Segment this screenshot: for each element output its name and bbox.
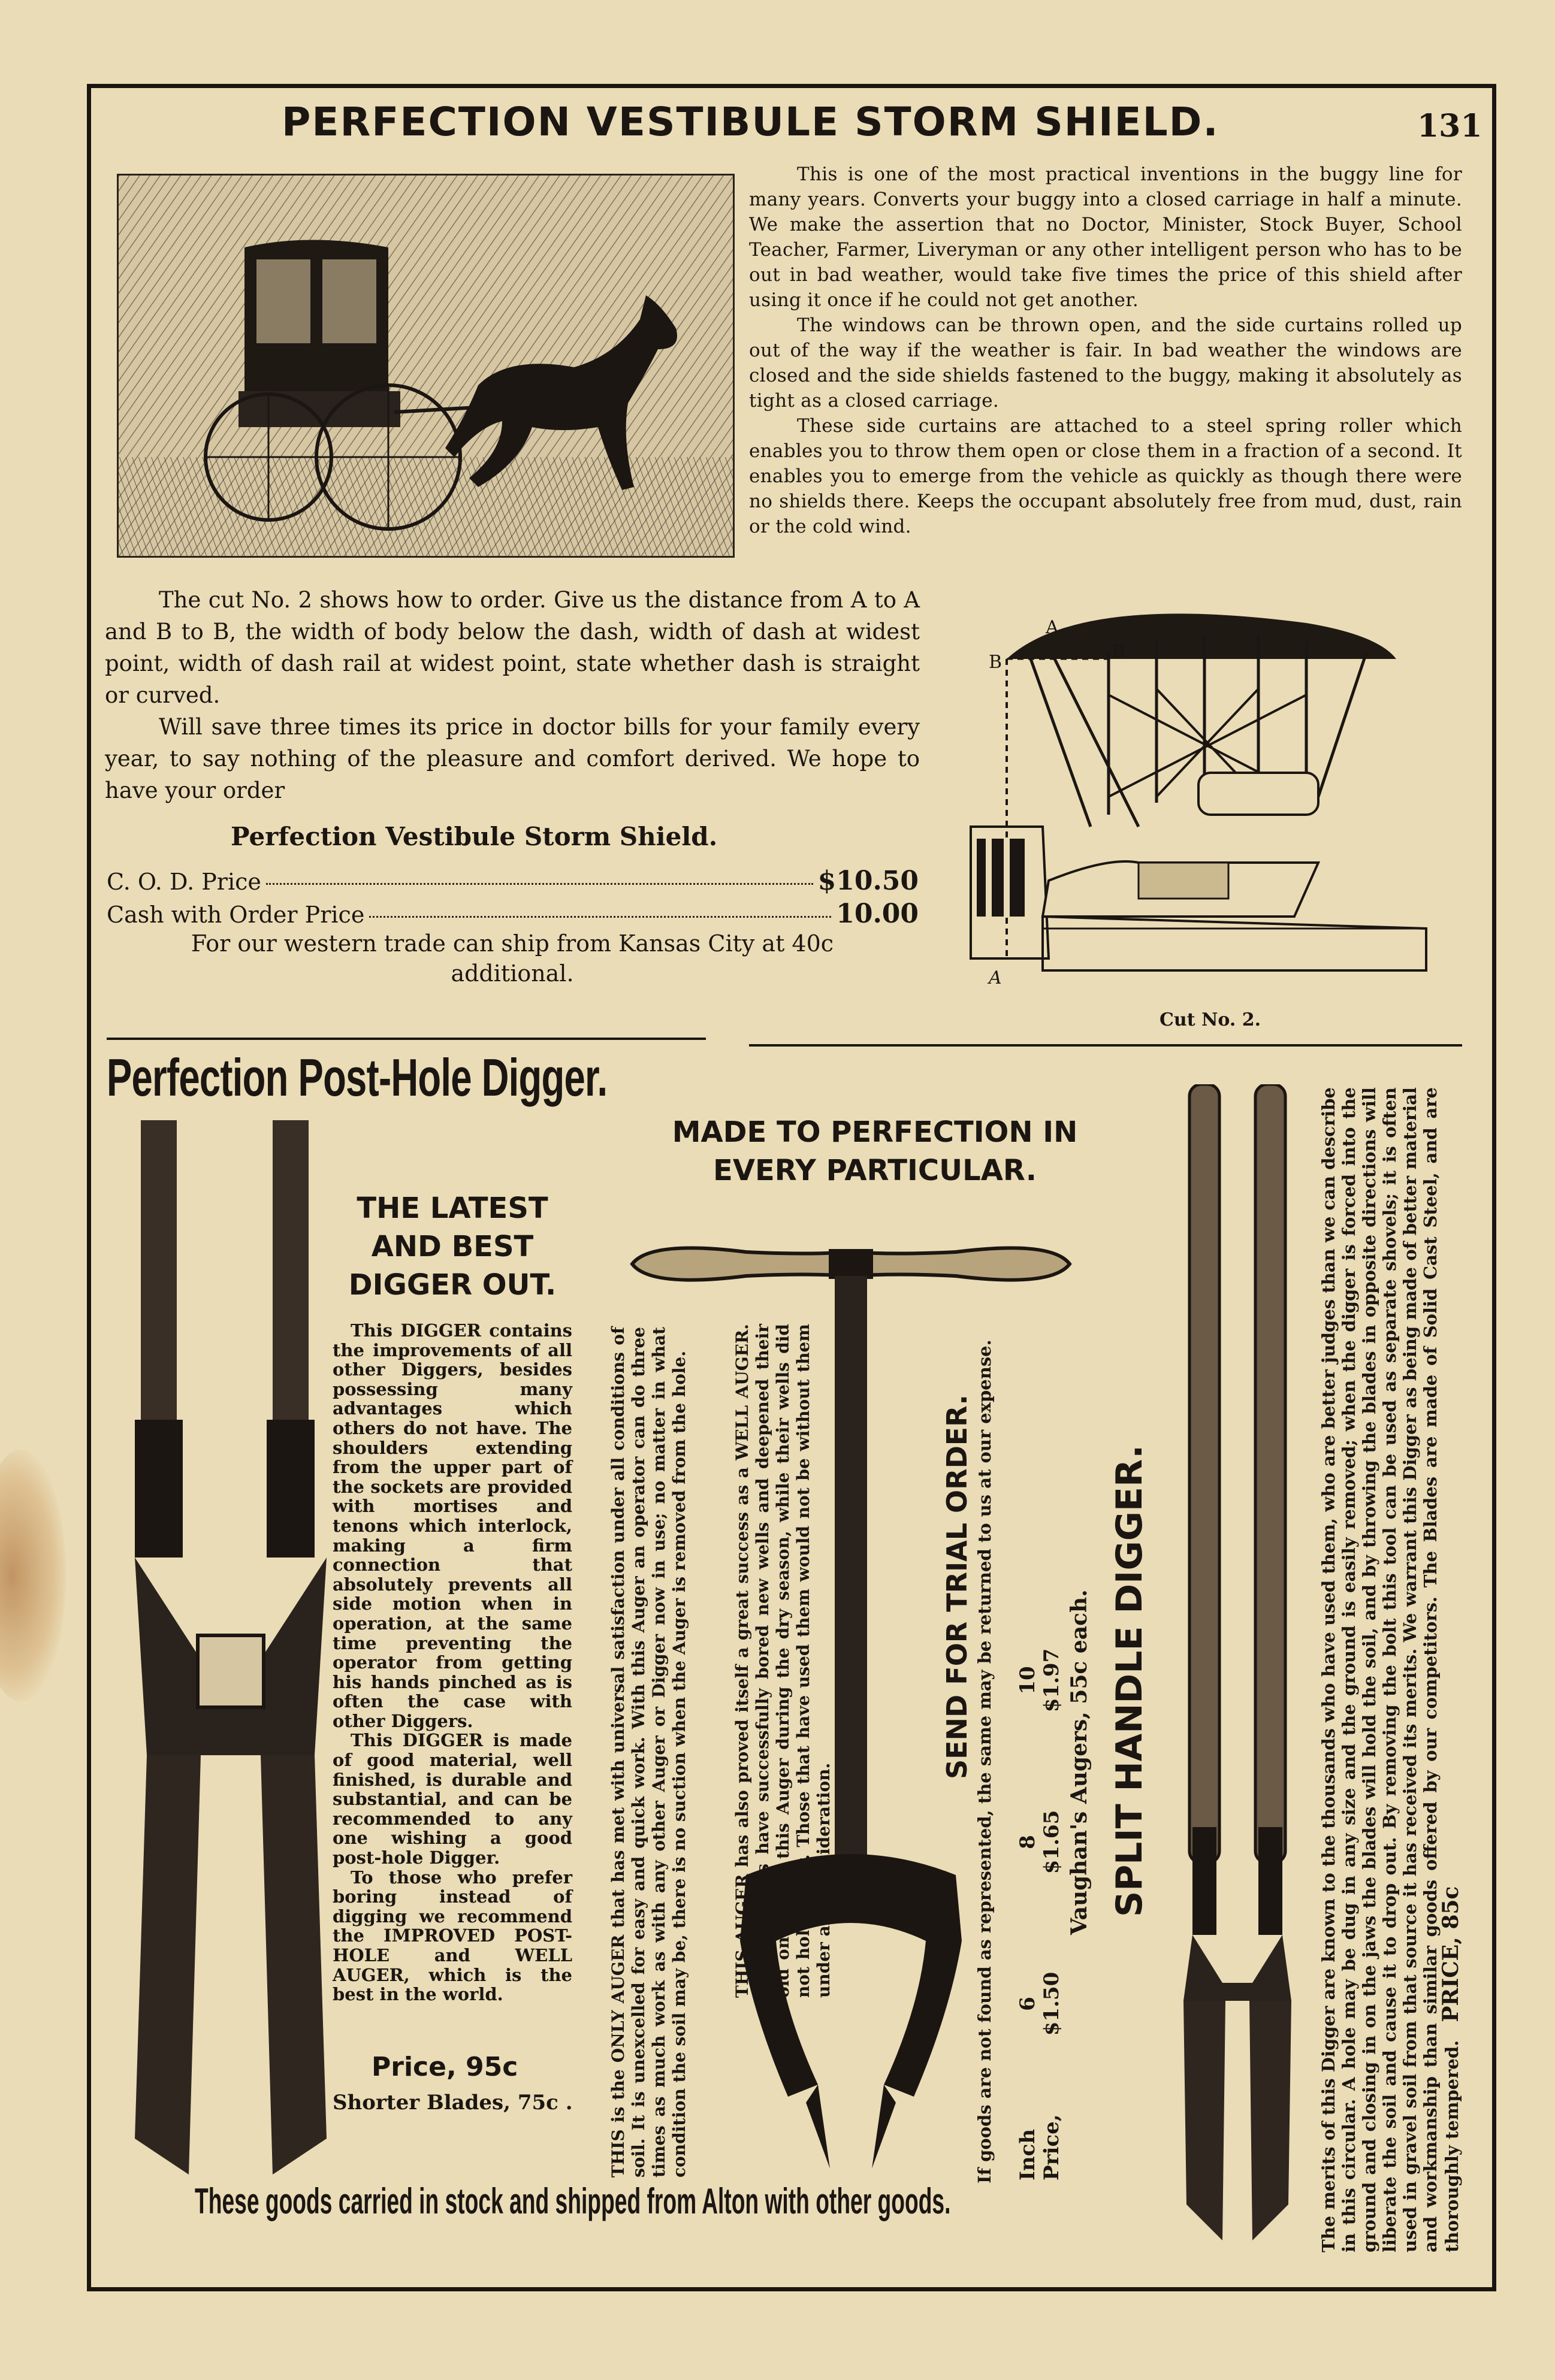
storm-shield-price-heading: Perfection Vestibule Storm Shield. [231, 822, 718, 851]
label-a-top: A [1046, 617, 1059, 638]
price-row-cash [107, 899, 919, 929]
auger-heading: MADE TO PERFECTION IN EVERY PARTICULAR. [672, 1115, 1078, 1187]
post-hole-description [333, 1321, 572, 2004]
water-stain [0, 1450, 66, 1701]
label-b-left: B [989, 652, 1003, 673]
post-hole-digger-icon [123, 1120, 339, 2175]
price-amount: $10.50 [817, 866, 919, 896]
split-handle-digger-icon [1166, 1084, 1315, 2240]
page-title: PERFECTION VESTIBULE STORM SHIELD. [282, 99, 1219, 145]
auger-guarantee: If goods are not found as represented, the same may be returned to us at our expense. [974, 1339, 995, 2184]
size-value: 6 [1016, 1997, 1040, 2011]
order-instructions [105, 584, 920, 806]
footer-note: These goods carried in stock and shipped from Alton with other goods. [195, 2181, 951, 2221]
shipping-note: For our western trade can ship from Kansas City at 40c additional. [191, 930, 834, 987]
post-hole-heading: Perfection Post-Hole Digger. [107, 1048, 608, 1107]
size-value: 10 [1016, 1666, 1040, 1695]
auger-size-table [1016, 1444, 1064, 2181]
buggy-illustration [117, 174, 735, 558]
split-handle-heading: SPLIT HANDLE DIGGER. [1109, 1444, 1151, 1917]
shield-diagram-icon [959, 599, 1432, 1006]
price-row-label: Price, [1040, 2114, 1064, 2181]
price-amount: 10.00 [836, 899, 919, 929]
size-price: $1.97 [1040, 1648, 1064, 1713]
cut-no-2-diagram [959, 599, 1432, 1006]
order-paragraph: The cut No. 2 shows how to order. Give us the distance from A to A and B to B, the width of body below the dash, width of dash at widest point, width of dash rail at widest point, state whether dash is straight or curved. [105, 587, 920, 708]
post-hole-price: Price, 95c [372, 2052, 518, 2082]
section-divider [107, 1038, 706, 1040]
send-trial-order: SEND FOR TRIAL ORDER. [941, 1395, 973, 1779]
split-handle-description: The merits of this Digger are known to the thousands who have used them, who are better judges than we can describe in this circular. A hole may be dug in any size and the ground is easily removed; when the digger is forced into the ground and closing in on the jaws the blades will hold the soil, and by throwing the blades in opposite directions will liberate the soil and cause it to drop out. By removing the bolt this tool can be used as separate shovels; it is often used in gravel soil from that source it has received its merits. We warrant this Digger as being made of better material and workmanship than similar goods offered by our competitors. The Blades are made of Solid Cast Steel, and are thoroughly tempered. [1318, 1087, 1462, 2252]
description-paragraph: This DIGGER contains the improvements of all other Diggers, besides possessing many advantages which others do not have. The shoulders extending from the upper part of the sockets are provided with mortises and tenons which interlock, making a firm connection that absolutely prevents all side motion when in operation, at the same time preventing the operator from getting his hands pinched as is often the case with other Diggers. [333, 1320, 572, 1731]
post-hole-tagline: THE LATEST AND BEST DIGGER OUT. [348, 1191, 557, 1302]
price-row [1040, 1444, 1064, 2181]
size-price: $1.50 [1040, 1971, 1064, 2036]
page-number: 131 [1417, 108, 1482, 144]
intro-paragraph: These side curtains are attached to a steel spring roller which enables you to throw them open or close them in a fraction of a second. It enables you to emerge from the vehicle as quickly as though there were no shields there. Keeps the occupant absolutely free from mud, dust, rain or the cold wind. [749, 415, 1462, 537]
size-value: 8 [1016, 1835, 1040, 1849]
post-hole-digger-illustration [123, 1120, 339, 2175]
horse-buggy-icon [119, 176, 733, 556]
price-label: Cash with Order Price [107, 902, 365, 928]
price-row-cod [107, 866, 919, 896]
auger-illustration [626, 1234, 1076, 2181]
auger-text-col2: THIS AUGER has also proved itself a great success as a WELL AUGER. Many farmers have successfully bored new wells and deepened their old ones with this Auger during the dry season, while their wells did not hold water. Those that have used them would not be without them under any consideration. [732, 1324, 834, 1998]
description-paragraph: This DIGGER is made of good material, well finished, is durable and substantial, and can be recommended to any one wishing a good post-hole Digger. [333, 1730, 572, 1868]
auger-icon [626, 1234, 1076, 2181]
split-handle-text [1318, 1087, 1462, 2252]
post-hole-shorter-price: Shorter Blades, 75c . [333, 2091, 573, 2115]
label-a-bottom: A [989, 967, 1002, 988]
price-label: C. O. D. Price [107, 869, 261, 895]
diagram-caption: Cut No. 2. [1160, 1009, 1261, 1030]
section-divider [749, 1044, 1462, 1047]
label-b-top: B [1112, 641, 1125, 662]
intro-paragraph: This is one of the most practical inventions in the buggy line for many years. Converts your buggy into a closed carriage in half a minute. We make the assertion that no Doctor, Minister, Stock Buyer, School Teacher, Farmer, Liveryman or any other intelligent person who has to be out in bad weather, would take five times the price of this shield after using it once if he could not get another. [749, 164, 1462, 311]
auger-text-col1: THIS is the ONLY AUGER that has met with universal satisfaction under all conditions of soil. It is unexcelled for easy and quick work. With this Auger an operator can do three times as much work as with any other Auger or Digger now in use; no matter in what condition the soil may be, there is no suction when the Auger is removed from the hole. [608, 1327, 689, 2178]
intro-paragraph: The windows can be thrown open, and the side curtains rolled up out of the way if the weather is fair. In bad weather the windows are closed and the side shields fastened to the buggy, making it absolutely as tight as a closed carriage. [749, 314, 1462, 412]
size-row [1016, 1444, 1040, 2181]
storm-shield-intro [749, 162, 1462, 539]
order-paragraph: Will save three times its price in doctor bills for your family every year, to say nothing of the pleasure and comfort derived. We hope to have your order [105, 714, 920, 803]
split-handle-illustration [1166, 1084, 1315, 2240]
description-paragraph: To those who prefer boring instead of digging we recommend the IMPROVED POST-HOLE and WELL AUGER, which is the best in the world. [333, 1867, 572, 2005]
vaughans-augers: Vaughan's Augers, 55c each. [1067, 1589, 1092, 1935]
size-price: $1.65 [1040, 1810, 1064, 1874]
split-handle-price: PRICE, 85c [1438, 1886, 1463, 2022]
size-row-label: Inch [1016, 2128, 1040, 2181]
